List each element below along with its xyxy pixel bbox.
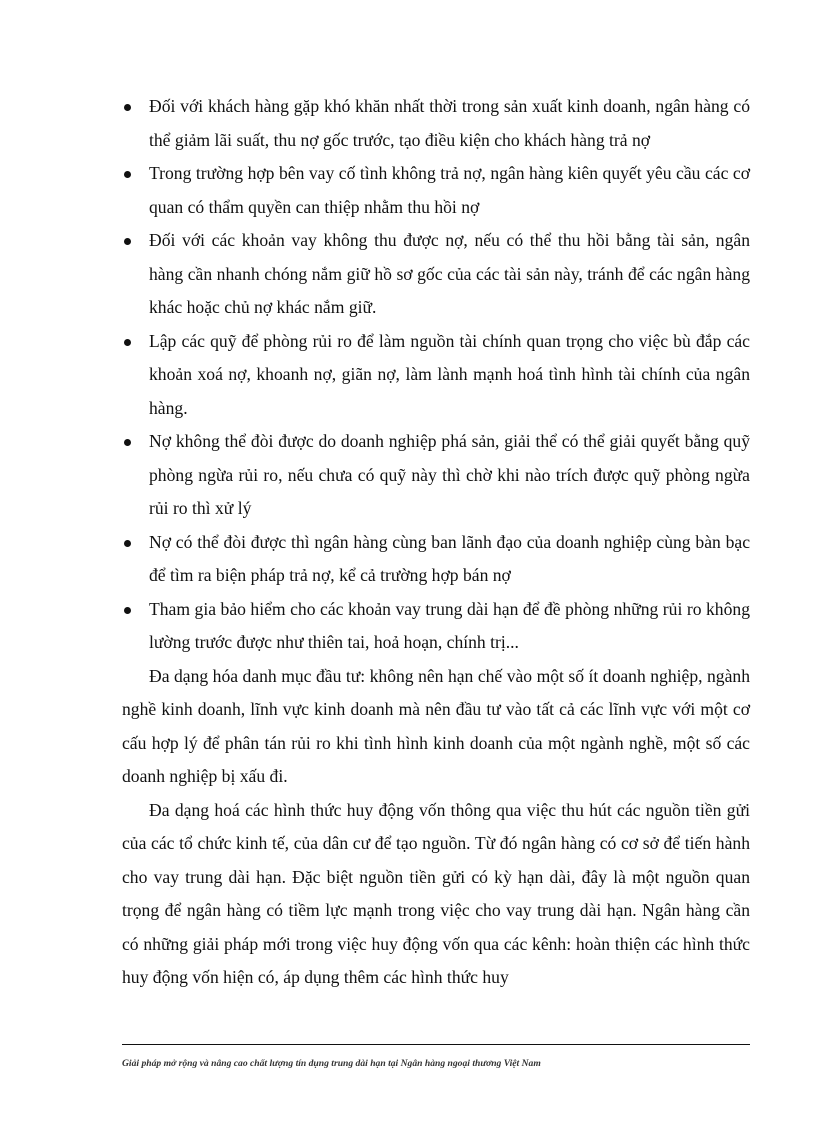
bullet-text: Tham gia bảo hiểm cho các khoản vay trung dài hạn để đề phòng những rủi ro không lường trước được như thiên tai, hoả hoạn, chính trị... [149,598,750,652]
bullet-item [122,526,750,593]
bullet-icon [124,439,131,446]
bullet-icon [124,238,131,245]
bullet-icon [124,104,131,111]
bullet-item [122,90,750,157]
bullet-text: Đối với các khoản vay không thu được nợ, nếu có thể thu hồi bằng tài sản, ngân hàng cần nhanh chóng nắm giữ hồ sơ gốc của các tài sản này, tránh để các ngân hàng khác hoặc chủ nợ khác nắm giữ. [149,230,750,317]
bullet-item [122,593,750,660]
bullet-list [122,90,750,660]
page-footer: Giải pháp mở rộng và nâng cao chất lượng tín dụng trung dài hạn tại Ngân hàng ngoại thương Việt Nam [122,1058,541,1069]
bullet-text: Đối với khách hàng gặp khó khăn nhất thời trong sản xuất kinh doanh, ngân hàng có thể giảm lãi suất, thu nợ gốc trước, tạo điều kiện cho khách hàng trả nợ [149,96,750,150]
bullet-text: Lập các quỹ để phòng rủi ro để làm nguồn tài chính quan trọng cho việc bù đắp các khoản xoá nợ, khoanh nợ, giãn nợ, làm lành mạnh hoá tình hình tài chính của ngân hàng. [149,330,750,418]
bullet-item [122,325,750,426]
paragraph-diversify-portfolio: Đa dạng hóa danh mục đầu tư: không nên hạn chế vào một số ít doanh nghiệp, ngành nghề kinh doanh, lĩnh vực kinh doanh mà nên đầu tư vào tất cả các lĩnh vực với một cơ cấu hợp lý để phân tán rủi ro khi tình hình kinh doanh của một ngành nghề, một số các doanh nghiệp bị xấu đi. [122,665,750,786]
paragraph-diversify-funding: Đa dạng hoá các hình thức huy động vốn thông qua việc thu hút các nguồn tiền gửi của các tổ chức kinh tế, của dân cư để tạo nguồn. Từ đó ngân hàng có cơ sở để tiến hành cho vay trung dài hạn. Đặc biệt nguồn tiền gửi có kỳ hạn dài, đây là một nguồn quan trọng để ngân hàng có tiềm lực mạnh trong việc cho vay trung dài hạn. Ngân hàng cần có những giải pháp mới trong việc huy động vốn qua các kênh: hoàn thiện các hình thức huy động vốn hiện có, áp dụng thêm các hình thức huy [122,799,750,987]
bullet-text: Trong trường hợp bên vay cố tình không trả nợ, ngân hàng kiên quyết yêu cầu các cơ quan có thẩm quyền can thiệp nhằm thu hồi nợ [149,163,750,217]
bullet-icon [124,171,131,178]
bullet-item [122,224,750,325]
bullet-icon [124,339,131,346]
document-body [122,90,750,995]
bullet-text: Nợ có thể đòi được thì ngân hàng cùng ban lãnh đạo của doanh nghiệp cùng bàn bạc để tìm ra biện pháp trả nợ, kể cả trường hợp bán nợ [149,531,750,585]
footer-divider [122,1044,750,1045]
bullet-icon [124,607,131,614]
bullet-item [122,425,750,526]
bullet-icon [124,540,131,547]
bullet-text: Nợ không thể đòi được do doanh nghiệp phá sản, giải thể có thể giải quyết bằng quỹ phòng ngừa rủi ro, nếu chưa có quỹ này thì chờ khi nào trích được quỹ phòng ngừa rủi ro thì xử lý [149,431,750,518]
bullet-item [122,157,750,224]
